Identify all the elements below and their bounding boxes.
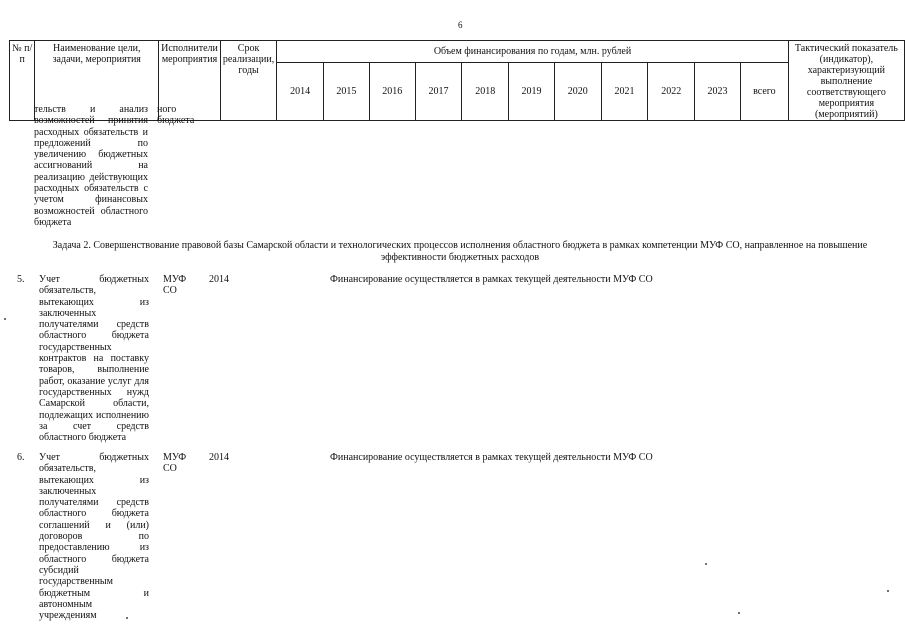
header-year: 2019 — [509, 62, 555, 120]
row-financing: Финансирование осуществляется в рамках текущей деятельности МУФ СО — [330, 274, 653, 285]
header-year: 2014 — [277, 62, 324, 120]
header-year: 2015 — [324, 62, 370, 120]
scan-speck — [126, 617, 128, 619]
row-executor: МУФ СО — [163, 274, 187, 297]
header-funding-group: Объем финансирования по годам, млн. рублей — [277, 41, 789, 63]
row-term: 2014 — [209, 274, 229, 285]
header-year: 2023 — [695, 62, 741, 120]
row-number: 6. — [17, 452, 25, 463]
row-name: Учет бюджетных обязательств, вытекающих из заключенных получателями средств областного бюджета соглашений и (или) договоров по предоставлению из областного бюджета субсидий государственным бюджетным и автономным учреждениям — [39, 452, 149, 622]
scan-speck — [705, 563, 707, 565]
header-year: 2020 — [554, 62, 601, 120]
header-executor: Исполнители мероприятия — [159, 41, 221, 121]
continuation-executor: ного бюджета — [157, 104, 195, 127]
scan-speck — [738, 612, 740, 614]
task-2-heading: Задача 2. Совершенствование правовой базы Самарской области и технологических процессов исполнения областного бюджета в рамках компетенции МУФ СО, направленное на повышение эффективности бюджетных расходов — [52, 240, 868, 263]
page-number: 6 — [458, 20, 463, 30]
header-year: 2021 — [601, 62, 648, 120]
header-year: 2018 — [462, 62, 509, 120]
header-name: Наименование цели, задачи, мероприятия — [35, 41, 159, 121]
row-financing: Финансирование осуществляется в рамках текущей деятельности МУФ СО — [330, 452, 653, 463]
header-year: 2017 — [415, 62, 462, 120]
scan-speck — [4, 318, 6, 320]
row-term: 2014 — [209, 452, 229, 463]
row-number: 5. — [17, 274, 25, 285]
header-indicator: Тактический показатель (индикатор), характеризующий выполнение соответствующего мероприятия (мероприятий) — [788, 41, 904, 121]
header-total: всего — [740, 62, 788, 120]
header-year: 2016 — [369, 62, 415, 120]
continuation-name: тельств и анализ возможностей принятия расходных обязательств и предложений по увеличению бюджетных ассигнований на реализацию действующих расходных обязательств с учетом финансовых возможностей областного бюджета — [34, 104, 148, 228]
header-num: № п/п — [10, 41, 35, 121]
scan-speck — [887, 590, 889, 592]
header-term: Срок реализации, годы — [220, 41, 276, 121]
header-year: 2022 — [648, 62, 695, 120]
row-name: Учет бюджетных обязательств, вытекающих из заключенных получателями средств областного бюджета государственных контрактов на поставку товаров, выполнение работ, оказание услуг для государственных нужд Самарской области, подлежащих исполнению за счет средств областного бюджета — [39, 274, 149, 444]
row-executor: МУФ СО — [163, 452, 187, 475]
